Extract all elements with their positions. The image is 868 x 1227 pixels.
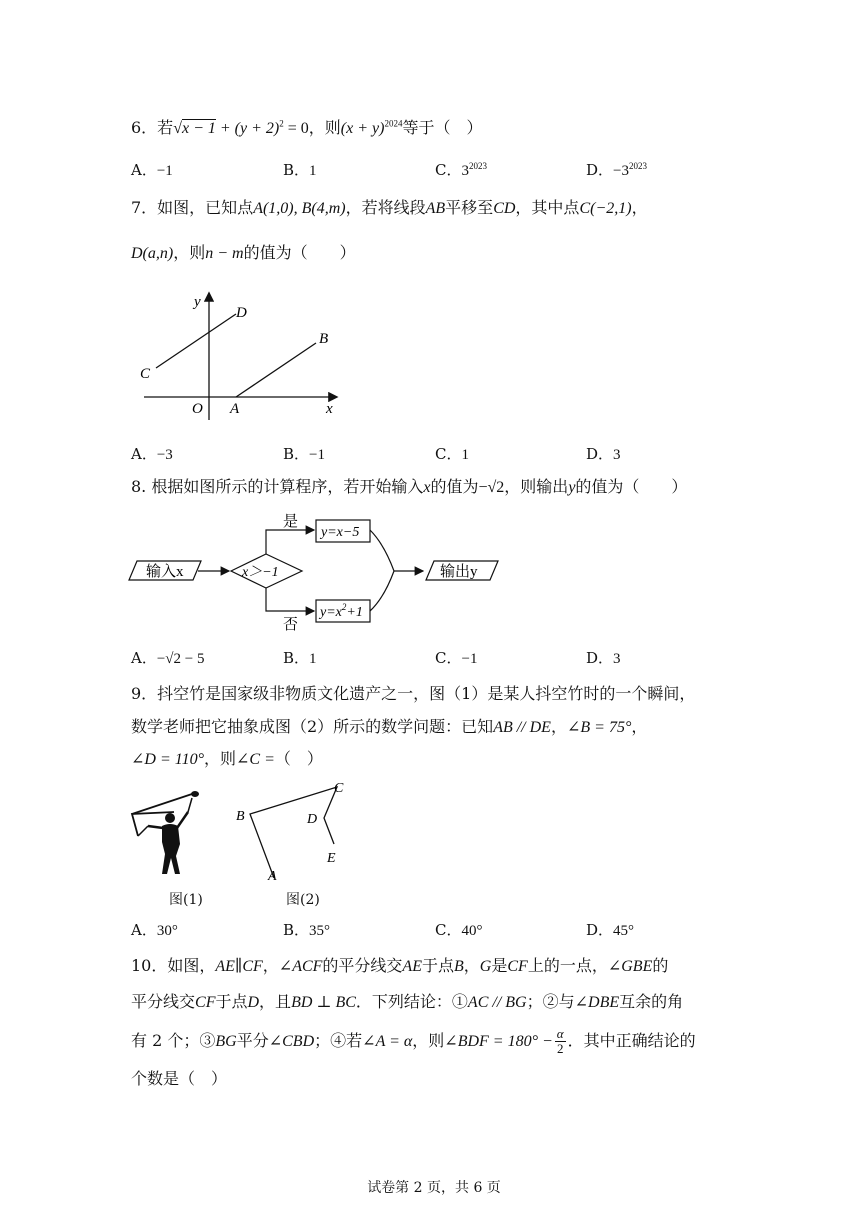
- left-arm: [148, 826, 163, 828]
- stick-right: [188, 798, 192, 812]
- q10-stem-line1: 10．如图，AE∥CF，∠ACF的平分线交AE于点B，G是CF上的一点，∠GBE的: [131, 956, 669, 975]
- q6-stem: 6．若$√x - 1 + (y + 2)^2 = 0$，则$(x + y)^{2024}$等于（ ）: [131, 118, 483, 137]
- q10-stem-line2: 平分线交CF于点D，且BD ⊥ BC．下列结论：①AC // BG；②与∠DBE互余的角: [131, 992, 684, 1011]
- label-b: B: [319, 331, 329, 347]
- label-y: y: [194, 294, 201, 310]
- fig1-caption: 图(1): [169, 892, 203, 908]
- polyline-abcde: [250, 787, 337, 878]
- q9-option-d[interactable]: D．45°: [586, 921, 635, 939]
- label-c: C: [140, 366, 151, 382]
- label-o: O: [192, 401, 203, 417]
- output-label: 输出y: [440, 564, 478, 580]
- q6-option-d[interactable]: D．$-3^{2023}$: [586, 161, 647, 179]
- sqrt-sign: √: [173, 120, 182, 137]
- label-c: C: [334, 781, 344, 796]
- label-d: D: [307, 812, 318, 827]
- segment-ab: [236, 343, 316, 397]
- q10-stem-line3: 有 2 个；③BG平分∠CBD；④若∠A = α，则∠BDF = 180° − $\frac{\alpha}{2}$ ．其中正确结论的: [131, 1026, 696, 1056]
- label-a: A: [230, 401, 240, 417]
- fraction-alpha-over-2: $\frac{\alpha}{2}$: [556, 1026, 564, 1056]
- no-label: 否: [283, 617, 299, 633]
- q7-option-d[interactable]: D．3: [586, 445, 621, 463]
- q8-option-a[interactable]: A．−√2 − 5: [131, 649, 205, 667]
- segment-cd: [156, 314, 236, 368]
- label-x: x: [326, 401, 333, 417]
- q7-stem-line2: D(a,n)，则n − m的值为（ ）: [131, 243, 356, 262]
- condition-label: x＞−1: [242, 565, 279, 580]
- box-yes-label: y=x−5: [321, 525, 360, 540]
- label-a: A: [268, 869, 277, 884]
- q8-option-d[interactable]: D．3: [586, 649, 621, 667]
- label-b: B: [236, 809, 245, 824]
- q9-figure-2: [230, 774, 360, 884]
- q9-stem-line3: ∠D = 110°，则∠C =（ ）: [131, 749, 323, 768]
- diabolo-icon: [191, 791, 199, 797]
- person-body-icon: [162, 824, 180, 874]
- q7-stem-line1: 7．如图，已知点A(1,0), B(4,m)，若将线段AB平移至CD，其中点C(−2,1)，: [131, 198, 648, 217]
- q9-option-c[interactable]: C．40°: [435, 921, 483, 939]
- q8-flowchart: [128, 508, 508, 634]
- label-e: E: [327, 851, 336, 866]
- stick-left: [138, 826, 148, 836]
- yes-label: 是: [283, 514, 299, 530]
- q7-option-a[interactable]: A．−3: [131, 445, 173, 463]
- q6-option-a[interactable]: A．−1: [131, 161, 173, 179]
- page-footer: 试卷第 2 页，共 6 页: [367, 1180, 501, 1196]
- q6-option-b[interactable]: B．1: [283, 161, 317, 179]
- q6-option-c[interactable]: C．$3^{2023}$: [435, 161, 487, 179]
- q9-figure-1: [126, 786, 226, 886]
- q9-stem-line1: 9．抖空竹是国家级非物质文化遗产之一，图（1）是某人抖空竹时的一个瞬间，: [131, 684, 696, 703]
- box-no-label: $y=x^2+1$: [320, 602, 363, 620]
- q9-stem-line2: 数学老师把它抽象成图（2）所示的数学问题：已知AB // DE，∠B = 75°，: [131, 717, 648, 736]
- string-right: [132, 794, 192, 814]
- fig2-caption: 图(2): [286, 892, 320, 908]
- merge-lines: [370, 530, 394, 611]
- label-d: D: [236, 305, 247, 321]
- yes-path: [266, 530, 314, 554]
- q7-coordinate-figure: [130, 286, 350, 426]
- input-label: 输入x: [146, 564, 184, 580]
- q8-stem: 8. 根据如图所示的计算程序，若开始输入x的值为−√2，则输出y的值为（ ）: [131, 477, 688, 496]
- no-path: [266, 588, 314, 611]
- q9-option-a[interactable]: A．30°: [131, 921, 178, 939]
- q8-option-b[interactable]: B．1: [283, 649, 317, 667]
- q8-option-c[interactable]: C．−1: [435, 649, 478, 667]
- q10-stem-line4: 个数是（ ）: [131, 1069, 228, 1088]
- q7-option-b[interactable]: B．−1: [283, 445, 325, 463]
- q7-option-c[interactable]: C．1: [435, 445, 469, 463]
- right-arm: [177, 812, 188, 828]
- person-head: [165, 813, 175, 823]
- q9-option-b[interactable]: B．35°: [283, 921, 331, 939]
